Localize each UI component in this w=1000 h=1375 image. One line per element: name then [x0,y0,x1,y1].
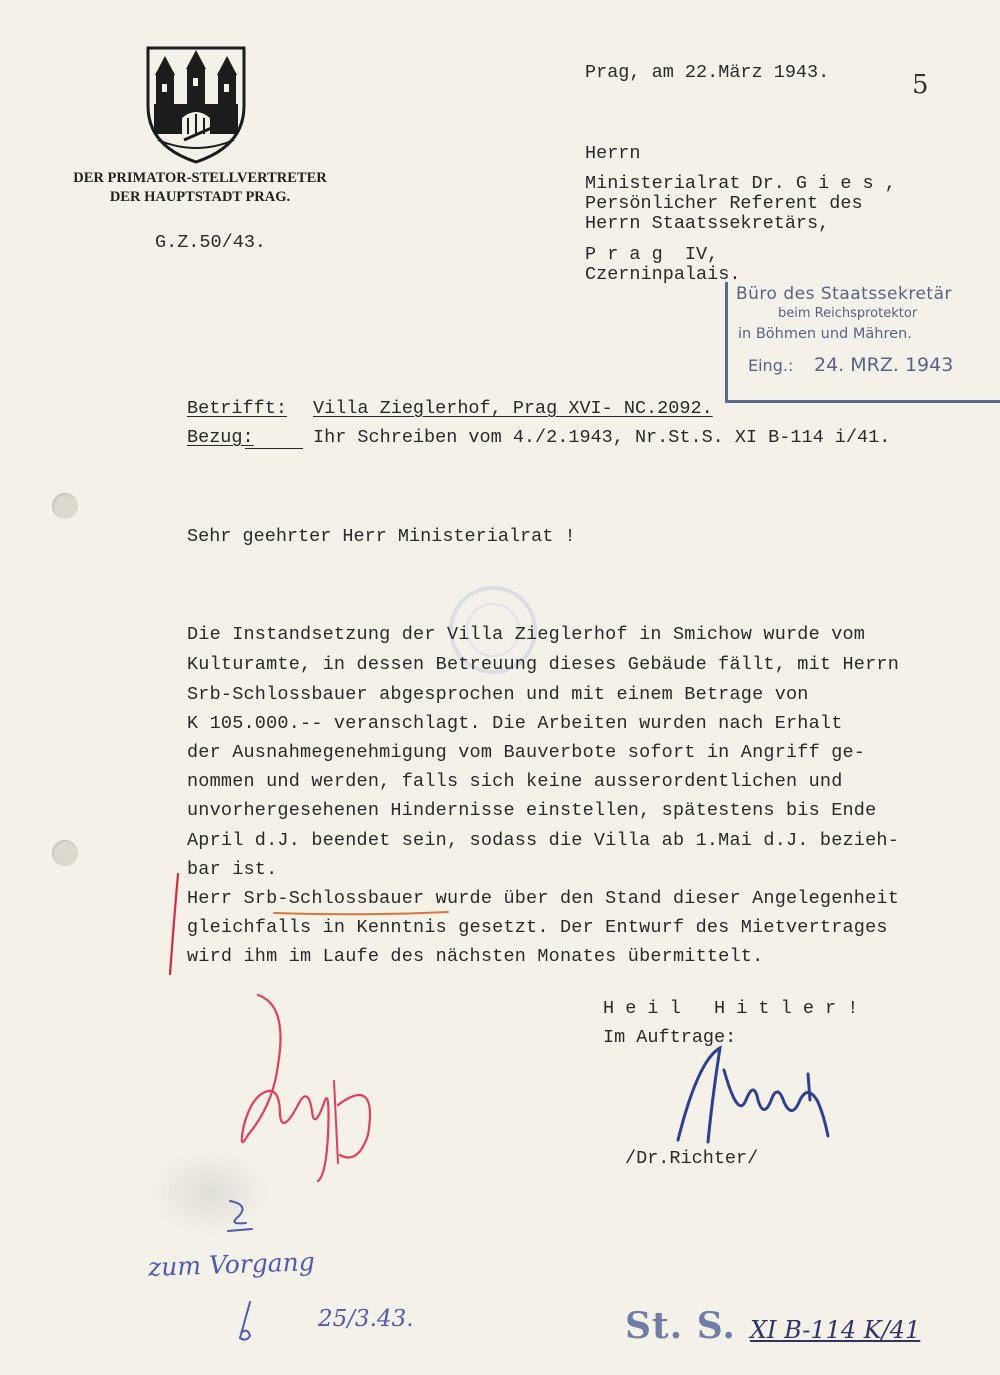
body-line: gleichfalls in Kenntnis gesetzt. Der Entwurf des Mietvertrages [187,917,888,938]
body-line: Srb-Schlossbauer abgesprochen und mit einem Betrage von [187,684,809,705]
blue-handwritten-mark-icon [222,1195,262,1240]
red-pencil-initials-image [218,985,383,1185]
dateline: Prag, am 22.März 1943. [585,62,830,83]
handwritten-note-date: 25/3.43. [318,1306,414,1332]
betrifft-text: Villa Zieglerhof, Prag XVI- NC.2092. [313,398,713,419]
recipient-line-4: P r a g IV, [585,244,719,265]
recipient-line-5: Czerninpalais. [585,264,741,285]
recipient-line-2: Persönlicher Referent des [585,193,863,214]
punch-hole-bottom [52,840,78,866]
body-line: nommen und werden, falls sich keine ausserordentlichen und [187,771,843,792]
recipient-line-3: Herrn Staatssekretärs, [585,213,830,234]
receipt-stamp [725,282,1000,403]
registry-mark [625,1305,920,1347]
body-line: April d.J. beendet sein, sodass die Villa ab 1.Mai d.J. bezieh- [187,830,900,851]
orange-underline-mark [272,907,452,919]
letterhead-line-2: DER HAUPTSTADT PRAG. [109,189,291,205]
body-line: K 105.000.-- veranschlagt. Die Arbeiten wurden nach Erhalt [187,713,843,734]
bezug-underline-extension [245,448,303,449]
stamp-eing-label: Eing.: [748,356,794,375]
body-line: unvorhergesehenen Hindernisse einstellen, spätestens bis Ende [187,800,877,821]
body-line: Kulturamte, in dessen Betreuung dieses Gebäude fällt, mit Herrn [187,654,900,675]
letterhead-line-1: DER PRIMATOR-STELLVERTRETER [73,170,327,186]
body-line: wird ihm im Laufe des nächsten Monates übermittelt. [187,946,764,967]
bezug-label: Bezug: [187,427,254,448]
body-line: der Ausnahmegenehmigung vom Bauverbote sofort in Angriff ge- [187,742,866,763]
punch-hole-top [52,493,78,519]
closing-heil: H e i l H i t l e r ! [603,998,859,1019]
red-pencil-margin-mark [160,870,190,980]
recipient-line-1: Ministerialrat Dr. G i e s , [585,173,896,194]
page-number: 5 [912,70,929,100]
body-line: bar ist. [187,859,278,880]
file-reference: G.Z.50/43. [155,232,267,253]
body-line: Die Instandsetzung der Villa Zieglerhof in Smichow wurde vom [187,624,866,645]
registry-prefix: St. S. [625,1305,736,1347]
stamp-eing-date: 24. MRZ. 1943 [814,354,954,376]
stamp-line-1: Büro des Staatssekretär [736,284,952,304]
prague-coat-of-arms-icon [144,44,248,164]
closing-im-auftrage: Im Auftrage: [603,1027,737,1048]
handwritten-note-line-1: zum Vorgang [147,1247,316,1282]
bezug-text: Ihr Schreiben vom 4./2.1943, Nr.St.S. XI B-114 i/41. [313,427,891,448]
body-line: Herr Srb-Schlossbauer wurde über den Stand dieser Angelegenheit [187,888,900,909]
betrifft-label: Betrifft: [187,398,287,419]
greeting: Sehr geehrter Herr Ministerialrat ! [187,526,576,547]
stamp-line-2: beim Reichsprotektor [778,306,918,321]
recipient-salutation: Herrn [585,143,641,164]
signature-image [668,1040,843,1150]
stamp-line-3: in Böhmen und Mähren. [738,326,912,342]
registry-number: XI B-114 K/41 [749,1316,921,1344]
signatory-name: /Dr.Richter/ [625,1148,759,1169]
blue-tick-mark-icon [232,1298,262,1343]
